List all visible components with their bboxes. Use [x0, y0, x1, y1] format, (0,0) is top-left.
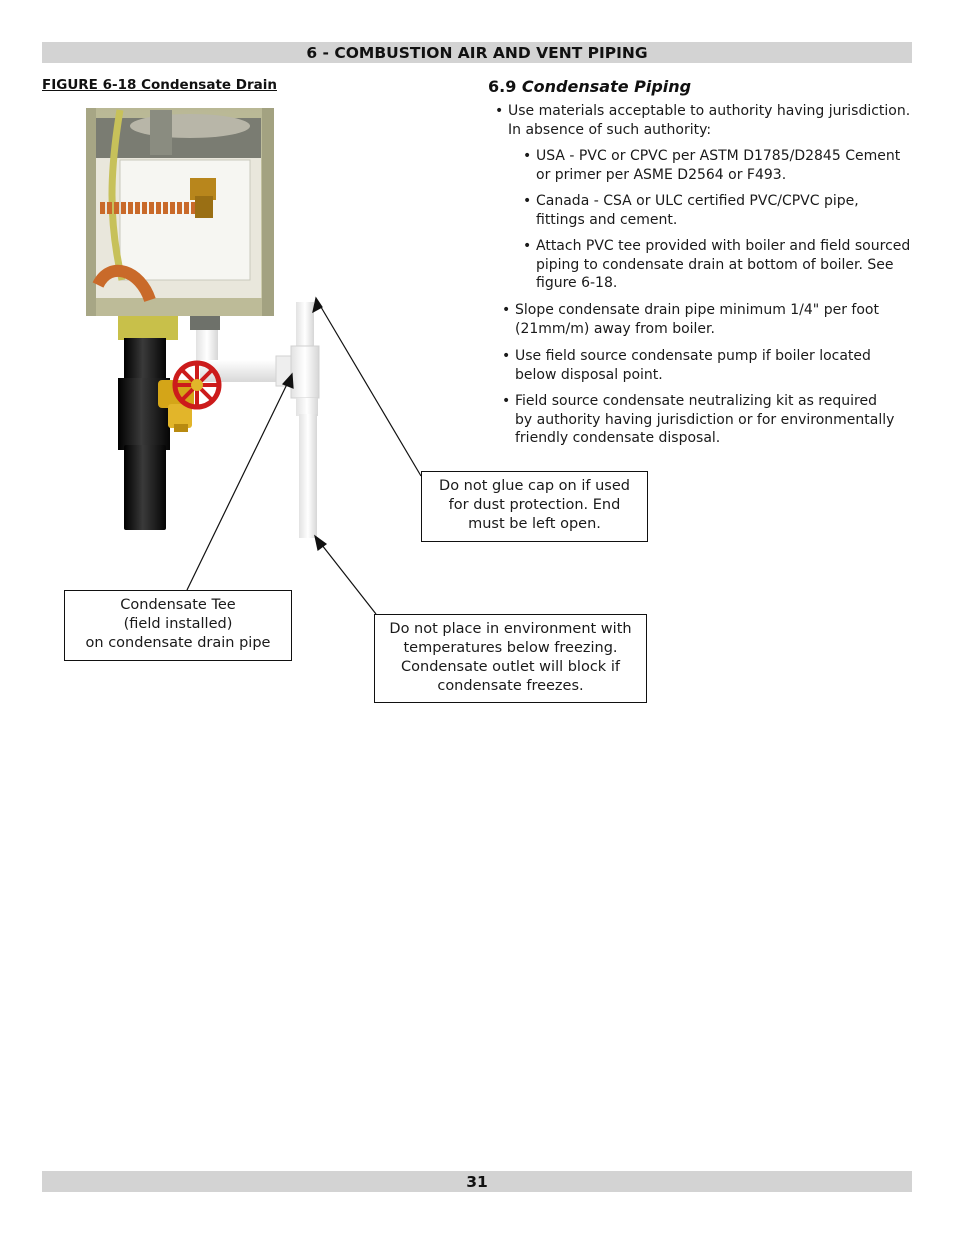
boiler-cabinet [86, 108, 274, 316]
bullet-icon: • [502, 348, 511, 364]
list-item [523, 192, 859, 229]
list-item-line: below disposal point. [515, 366, 663, 383]
callout-freeze-warning [374, 614, 647, 703]
section-number: 6.9 [488, 77, 517, 96]
callout-line: (field installed) [123, 616, 233, 632]
bullet-icon: • [523, 238, 532, 254]
section-heading [488, 77, 691, 96]
list-item-line: fittings and cement. [536, 211, 678, 228]
list-item [502, 392, 895, 448]
list-item-line: friendly condensate disposal. [515, 430, 721, 446]
bullet-icon: • [495, 103, 504, 119]
bullet-icon: • [523, 148, 532, 164]
bullet-icon: • [523, 193, 532, 209]
list-item-line: Use field source condensate pump if boiler located [515, 348, 871, 364]
bullet-icon: • [502, 393, 511, 409]
bullet-icon: • [502, 302, 511, 318]
callout-line: Condensate Tee [120, 597, 236, 613]
list-item-line: piping to condensate drain at bottom of boiler. See [536, 256, 894, 273]
pvc-condensate-tee [291, 302, 319, 538]
list-item [523, 237, 911, 293]
callout-line: Condensate outlet will block if [401, 659, 620, 675]
list-item-line: Use materials acceptable to authority having jurisdiction. [508, 103, 911, 119]
list-item [502, 301, 879, 338]
list-item-line: Field source condensate neutralizing kit as required [515, 393, 877, 409]
list-item [523, 147, 901, 184]
section-title: Condensate Piping [521, 77, 692, 96]
callout-line: Do not place in environment with [389, 621, 632, 637]
list-item-line: by authority having jurisdiction or for environmentally [515, 411, 895, 428]
callout-line: Do not glue cap on if used [439, 478, 630, 494]
list-item-line: USA - PVC or CPVC per ASTM D1785/D2845 Cement [536, 148, 901, 164]
list-item-line: In absence of such authority: [508, 121, 712, 138]
list-item [495, 102, 911, 139]
callout-line: must be left open. [468, 516, 601, 532]
figure-title: FIGURE 6-18 Condensate Drain [42, 77, 277, 93]
callout-line: temperatures below freezing. [403, 640, 618, 656]
callout-cap-warning [421, 471, 648, 542]
list-item [502, 347, 871, 384]
list-item-line: Attach PVC tee provided with boiler and field sourced [536, 238, 911, 254]
callout-line: on condensate drain pipe [85, 635, 271, 651]
list-item-line: (21mm/m) away from boiler. [515, 320, 715, 337]
callout-line: condensate freezes. [437, 678, 584, 694]
list-item-line: Canada - CSA or ULC certified PVC/CPVC pipe, [536, 193, 859, 209]
list-item-line: Slope condensate drain pipe minimum 1/4" per foot [515, 302, 879, 318]
list-item-line: or primer per ASME D2564 or F493. [536, 166, 787, 183]
valve-handwheel-icon [175, 363, 219, 407]
page-footer-bar [42, 1171, 912, 1192]
section-header-title: 6 - COMBUSTION AIR AND VENT PIPING [306, 44, 648, 62]
page-number: 31 [466, 1173, 488, 1191]
list-item-line: figure 6-18. [536, 275, 618, 291]
callout-line: for dust protection. End [448, 497, 621, 513]
callout-condensate-tee [64, 590, 292, 661]
